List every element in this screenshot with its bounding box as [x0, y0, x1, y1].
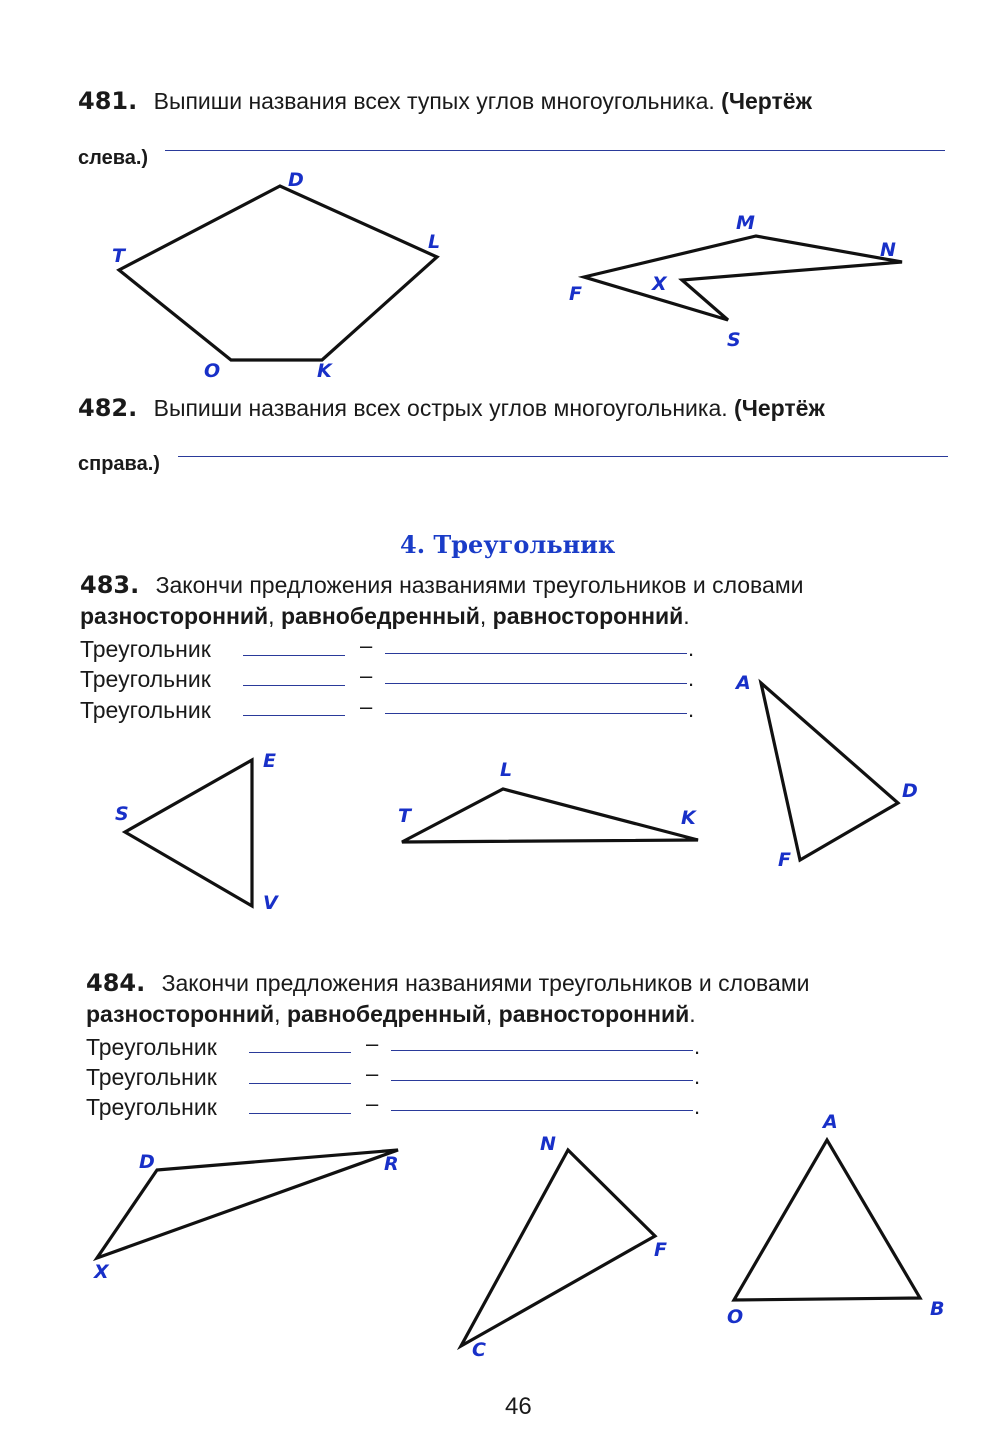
- dash: –: [366, 1091, 379, 1116]
- label-tri-k: K: [681, 807, 696, 829]
- row-484-2-label: Треугольник: [86, 1064, 217, 1090]
- label-tri2-r: R: [384, 1153, 399, 1175]
- label-pentagon-d: D: [288, 169, 304, 191]
- label-tri-a: A: [736, 672, 751, 694]
- label-tri-d: D: [902, 780, 918, 802]
- task-482-number: 482.: [78, 394, 138, 422]
- row-484-3-label: Треугольник: [86, 1094, 217, 1120]
- label-tri2-n: N: [540, 1133, 556, 1155]
- dash: –: [366, 1061, 379, 1086]
- task-481-note-2: слева.): [78, 147, 149, 169]
- label-polygon-f: F: [569, 283, 582, 305]
- row-483-3-label: Треугольник: [80, 697, 211, 723]
- label-tri2-b: B: [930, 1298, 945, 1320]
- polygon-fmnxs: [584, 236, 902, 320]
- label-tri-e: E: [263, 750, 276, 772]
- section-title: 4. Треугольник: [400, 530, 616, 559]
- label-tri2-a: A: [823, 1111, 838, 1133]
- dot: .: [694, 1094, 701, 1119]
- label-tri-f: F: [778, 849, 791, 871]
- label-tri-s: S: [115, 803, 129, 825]
- triangle-tlk: [402, 789, 698, 842]
- triangle-nfc: [461, 1150, 655, 1346]
- label-tri2-o: O: [727, 1306, 744, 1328]
- label-pentagon-l: L: [428, 231, 441, 253]
- triangle-adf: [761, 683, 898, 860]
- label-tri2-d: D: [139, 1151, 155, 1173]
- task-483-text: Закончи предложения названиями треугольников и словами: [155, 572, 804, 598]
- label-polygon-s: S: [727, 329, 741, 351]
- keyword-3: равносторонний: [492, 603, 684, 629]
- dot: .: [688, 697, 695, 722]
- label-tri2-c: C: [472, 1339, 486, 1361]
- comma: ,: [479, 603, 487, 629]
- keyword-1: разносторонний: [80, 603, 269, 629]
- dot: .: [694, 1034, 701, 1059]
- label-tri2-f: F: [654, 1239, 667, 1261]
- label-pentagon-k: K: [317, 360, 332, 382]
- label-tri-t: T: [398, 805, 411, 827]
- label-pentagon-t: T: [112, 245, 125, 267]
- label-polygon-x: X: [652, 273, 667, 295]
- task-482-note-2: справа.): [78, 453, 160, 475]
- dash: –: [366, 1031, 379, 1056]
- label-polygon-m: M: [736, 212, 755, 234]
- comma: ,: [274, 1001, 281, 1027]
- label-polygon-n: N: [880, 239, 896, 261]
- triangle-sev: [125, 760, 252, 906]
- label-pentagon-o: O: [204, 360, 221, 382]
- row-483-1-label: Треугольник: [80, 636, 211, 662]
- task-482-text: Выпиши названия всех острых углов многоугольника.: [153, 395, 728, 421]
- dash: –: [360, 633, 373, 658]
- comma: ,: [485, 1001, 493, 1027]
- triangle-aob: [734, 1140, 920, 1300]
- task-482-note-1: (Чертёж: [734, 395, 825, 421]
- comma: ,: [268, 603, 275, 629]
- label-tri-v: V: [263, 892, 278, 914]
- task-481-number: 481.: [78, 87, 138, 115]
- keyword-2: равнобедренный: [280, 603, 480, 629]
- pentagon-tdlko: [119, 186, 437, 360]
- task-484-number: 484.: [86, 969, 146, 997]
- dot: .: [694, 1064, 701, 1089]
- task-483-number: 483.: [80, 571, 140, 599]
- page-number: 46: [505, 1393, 532, 1420]
- label-tri-l: L: [500, 759, 513, 781]
- keyword-1: разносторонний: [86, 1001, 275, 1027]
- dot: .: [688, 636, 695, 661]
- task-484-text: Закончи предложения названиями треугольников и словами: [161, 970, 810, 996]
- period: .: [683, 603, 690, 629]
- dot: .: [688, 666, 695, 691]
- task-481-note-1: (Чертёж: [721, 88, 812, 114]
- keyword-2: равнобедренный: [286, 1001, 486, 1027]
- label-tri2-x: X: [94, 1261, 109, 1283]
- row-484-1-label: Треугольник: [86, 1034, 217, 1060]
- keyword-3: равносторонний: [498, 1001, 690, 1027]
- dash: –: [360, 663, 373, 688]
- task-481-text: Выпиши названия всех тупых углов многоугольника.: [153, 88, 715, 114]
- period: .: [689, 1001, 696, 1027]
- row-483-2-label: Треугольник: [80, 666, 211, 692]
- dash: –: [360, 694, 373, 719]
